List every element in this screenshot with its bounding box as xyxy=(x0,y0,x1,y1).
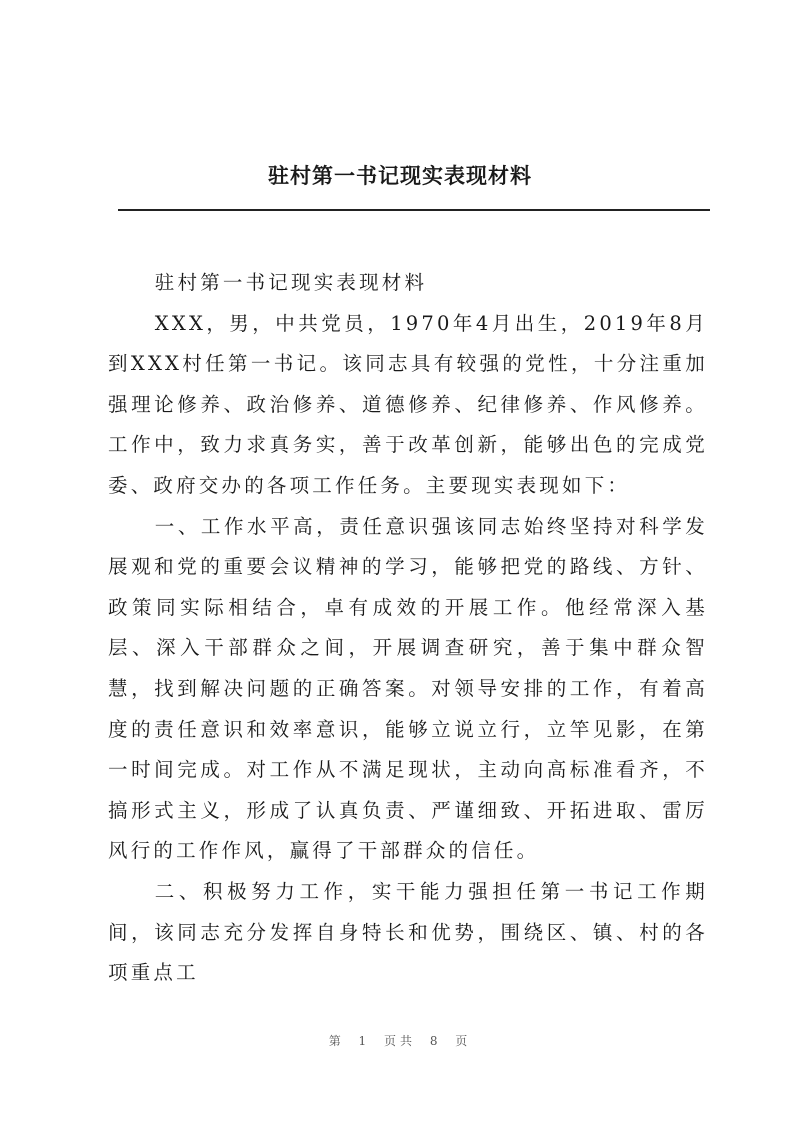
paragraph-section-two: 二、积极努力工作，实干能力强担任第一书记工作期间，该同志充分发挥自身特长和优势，围绕区、镇、村的各项重点工 xyxy=(108,879,708,985)
page-number-footer: 第 1 页共 8 页 xyxy=(328,1034,472,1048)
paragraph-heading: 驻村第一书记现实表现材料 xyxy=(154,271,428,294)
document-body xyxy=(108,263,708,994)
page-title: 驻村第一书记现实表现材料 xyxy=(268,163,532,188)
paragraph-section-one: 一、工作水平高，责任意识强该同志始终坚持对科学发展观和党的重要会议精神的学习，能够把党的路线、方针、政策同实际相结合，卓有成效的开展工作。他经常深入基层、深入干部群众之间，开展调查研究，善于集中群众智慧，找到解决问题的正确答案。对领导安排的工作，有着高度的责任意识和效率意识，能够立说立行，立竿见影，在第一时间完成。对工作从不满足现状，主动向高标准看齐，不搞形式主义，形成了认真负责、严谨细致、开拓进取、雷厉风行的工作作风，赢得了干部群众的信任。 xyxy=(108,514,708,863)
title-divider xyxy=(118,209,710,211)
paragraph-intro: XXX，男，中共党员，1970年4月出生，2019年8月到XXX村任第一书记。该同志具有较强的党性，十分注重加强理论修养、政治修养、道德修养、纪律修养、作风修养。工作中，致力求真务实，善于改革创新，能够出色的完成党委、政府交办的各项工作任务。主要现实表现如下： xyxy=(108,311,708,497)
